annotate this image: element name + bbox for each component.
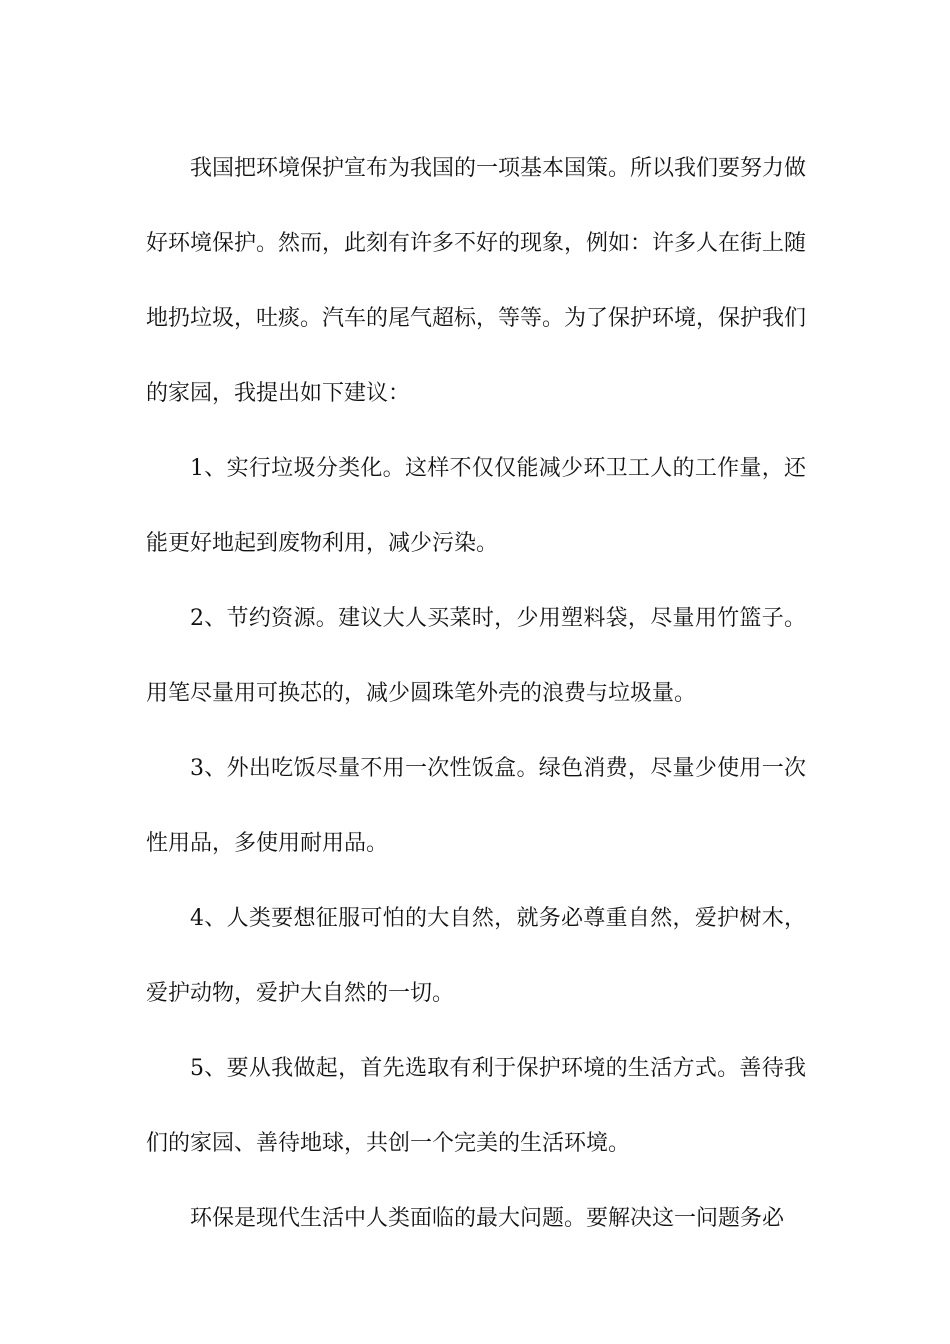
paragraph-conclusion: 环保是现代生活中人类面临的最大问题。要解决这一问题务必 [190, 1206, 785, 1231]
paragraph-suggestion-3: 3、外出吃饭尽量不用一次性饭盒。绿色消费，尽量少使用一次性用品，多使用耐用品。 [146, 756, 806, 856]
paragraph-suggestion-2: 2、节约资源。建议大人买菜时，少用塑料袋，尽量用竹篮子。用笔尽量用可换芯的，减少圆珠笔外壳的浪费与垃圾量。 [146, 606, 806, 706]
paragraph-suggestion-5: 5、要从我做起，首先选取有利于保护环境的生活方式。善待我们的家园、善待地球，共创一个完美的生活环境。 [146, 1056, 806, 1156]
document-body [146, 131, 806, 1256]
paragraph-suggestion-4: 4、人类要想征服可怕的大自然，就务必尊重自然，爱护树木，爱护动物，爱护大自然的一切。 [146, 906, 806, 1006]
paragraph-suggestion-1: 1、实行垃圾分类化。这样不仅仅能减少环卫工人的工作量，还能更好地起到废物利用，减少污染。 [146, 456, 806, 556]
paragraph-intro: 我国把环境保护宣布为我国的一项基本国策。所以我们要努力做好环境保护。然而，此刻有许多不好的现象，例如：许多人在街上随地扔垃圾，吐痰。汽车的尾气超标，等等。为了保护环境，保护我们的家园，我提出如下建议： [146, 156, 807, 406]
